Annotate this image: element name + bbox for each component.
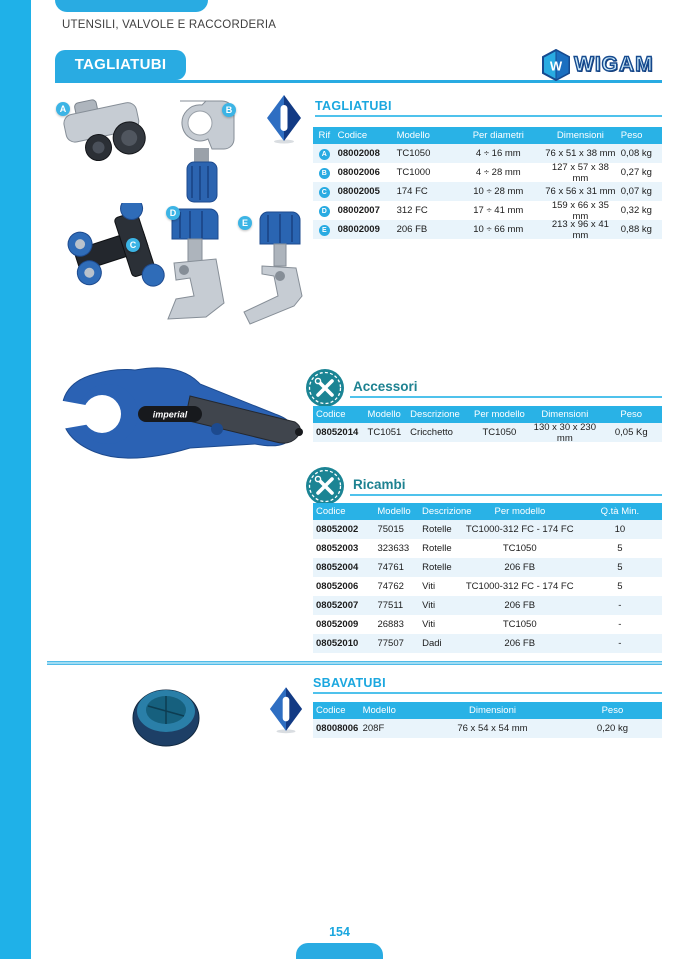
cell-per-modello: 206 FB: [504, 562, 536, 573]
table-row: [313, 634, 662, 653]
cell-per-modello: TC1000-312 FC - 174 FC: [465, 581, 574, 592]
bottom-tab: [296, 943, 383, 959]
cell-peso: 0,88 kg: [620, 224, 652, 235]
tagliatubi-title: TAGLIATUBI: [315, 99, 392, 113]
brand-name: WIGAM: [574, 53, 654, 76]
cell-dimensioni: 76 x 51 x 38 mm: [545, 148, 616, 159]
cell-codice: 08052004: [316, 562, 359, 573]
cell-dimensioni: 130 x 30 x 230 mm: [533, 421, 596, 444]
category-header: UTENSILI, VALVOLE E RACCORDERIA: [62, 19, 277, 31]
accessori-table-header: [313, 406, 662, 423]
cell-dimensioni: 213 x 96 x 41 mm: [551, 218, 609, 241]
table-row: [313, 615, 662, 634]
ref-badge: D: [319, 206, 330, 217]
cell-per-modello: TC1050: [502, 543, 537, 554]
cell-qta-min: 5: [617, 543, 623, 554]
product-image-deburrer: [130, 682, 202, 748]
sbavatubi-title: SBAVATUBI: [313, 676, 386, 690]
diamond-section-icon: [265, 94, 303, 144]
cell-qta-min: 5: [617, 581, 623, 592]
brand-mark: W: [549, 58, 563, 74]
ricambi-table-header: [313, 503, 662, 520]
cell-dimensioni: 127 x 57 x 38 mm: [551, 161, 609, 184]
table-row: [313, 163, 662, 182]
diamond-section-icon: [268, 686, 304, 734]
cell-descrizione: Viti: [422, 600, 436, 611]
page-number: 154: [329, 925, 350, 939]
col-dimensioni: Dimensioni: [556, 130, 604, 141]
section-badge: TAGLIATUBI: [55, 50, 186, 80]
accessori-title-rule: [350, 396, 662, 398]
cell-descrizione: Cricchetto: [410, 427, 453, 438]
col-peso: Peso: [620, 130, 643, 141]
brand-logo: [541, 49, 654, 81]
cell-per-modello: TC1050: [482, 427, 517, 438]
sbavatubi-table-body: [313, 719, 662, 738]
cell-codice: 08008006: [316, 723, 359, 734]
table-row: [313, 220, 662, 239]
cell-codice: 08052002: [316, 524, 359, 535]
cell-modello: 77511: [377, 600, 404, 611]
imperial-brand-label: imperial: [152, 409, 188, 420]
accessori-title: Accessori: [353, 379, 418, 394]
cell-descrizione: Rotelle: [422, 543, 452, 554]
cell-dimensioni: 159 x 66 x 35 mm: [551, 199, 609, 222]
col-peso: Peso: [601, 705, 624, 716]
tools-icon: [305, 466, 345, 506]
cell-peso: 0,08 kg: [620, 148, 652, 159]
table-row: [313, 719, 662, 738]
col-rif: Rif: [318, 130, 331, 141]
cell-modello: 77507: [377, 638, 404, 649]
cell-diametri: 17 ÷ 41 mm: [473, 205, 524, 216]
cell-codice: 08002005: [337, 186, 380, 197]
cell-codice: 08052003: [316, 543, 359, 554]
cell-codice: 08002008: [337, 148, 380, 159]
cell-descrizione: Rotelle: [422, 562, 452, 573]
col-modello: Modello: [362, 705, 396, 716]
tagliatubi-table: [313, 127, 662, 239]
sbavatubi-table-header: [313, 702, 662, 719]
cell-codice: 08052014: [316, 427, 359, 438]
cell-per-modello: TC1000-312 FC - 174 FC: [465, 524, 574, 535]
cell-codice: 08002006: [337, 167, 380, 178]
cell-modello: 208F: [362, 723, 385, 734]
cell-peso: 0,20 kg: [596, 723, 629, 734]
col-codice: Codice: [316, 409, 346, 420]
cell-modello: 74762: [377, 581, 404, 592]
sbavatubi-table: [313, 702, 662, 738]
col-modello: Modello: [367, 409, 401, 420]
cell-modello: 206 FB: [396, 224, 428, 235]
table-row: [313, 558, 662, 577]
cell-codice: 08052007: [316, 600, 359, 611]
product-label-d: D: [166, 206, 180, 220]
cell-codice: 08052010: [316, 638, 359, 649]
table-row: [313, 423, 662, 442]
cell-diametri: 4 ÷ 28 mm: [475, 167, 521, 178]
cell-qta-min: 5: [617, 562, 623, 573]
cell-diametri: 10 ÷ 66 mm: [473, 224, 524, 235]
product-image-imperial-cutter: [40, 356, 312, 480]
col-dimensioni: Dimensioni: [468, 705, 516, 716]
cell-modello: 312 FC: [396, 205, 428, 216]
col-dimensioni: Dimensioni: [541, 409, 589, 420]
cell-codice: 08052009: [316, 619, 359, 630]
cell-peso: 0,32 kg: [620, 205, 652, 216]
cell-descrizione: Viti: [422, 619, 436, 630]
cell-qta-min: -: [618, 638, 622, 649]
col-modello: Modello: [377, 506, 411, 517]
col-codice: Codice: [337, 130, 368, 141]
accessori-table-body: [313, 423, 662, 442]
col-descrizione: Descrizione: [410, 409, 460, 420]
ref-badge: B: [319, 168, 330, 179]
col-per-modello: Per modello: [474, 409, 525, 420]
cell-peso: 0,27 kg: [620, 167, 652, 178]
cell-peso: 0,07 kg: [620, 186, 652, 197]
ricambi-table: [313, 503, 662, 653]
cell-modello: TC1051: [367, 427, 402, 438]
table-row: [313, 539, 662, 558]
cell-diametri: 10 ÷ 28 mm: [473, 186, 524, 197]
cell-descrizione: Viti: [422, 581, 436, 592]
ricambi-title: Ricambi: [353, 477, 406, 492]
sbavatubi-title-rule: [313, 692, 662, 694]
ref-badge: C: [319, 187, 330, 198]
cell-modello: 174 FC: [396, 186, 428, 197]
col-codice: Codice: [316, 705, 346, 716]
product-image-d: [150, 206, 238, 324]
table-row: [313, 201, 662, 220]
wigam-hexagon-icon: [541, 49, 571, 81]
ref-badge: E: [319, 225, 330, 236]
cell-descrizione: Dadi: [422, 638, 442, 649]
product-label-b: B: [222, 103, 236, 117]
tools-icon: [305, 368, 345, 408]
table-row: [313, 520, 662, 539]
col-qta-min: Q.tà Min.: [600, 506, 640, 517]
ricambi-title-rule: [350, 494, 662, 496]
cell-modello: TC1000: [396, 167, 431, 178]
cell-modello: TC1050: [396, 148, 431, 159]
accessori-table: [313, 406, 662, 442]
table-row: [313, 144, 662, 163]
top-category-tab: [55, 0, 208, 12]
col-per-diametri: Per diametri: [472, 130, 524, 141]
col-peso: Peso: [620, 409, 643, 420]
product-label-e: E: [238, 216, 252, 230]
cell-modello: 323633: [377, 543, 410, 554]
cell-modello: 74761: [377, 562, 404, 573]
col-descrizione: Descrizione: [421, 506, 472, 517]
tagliatubi-table-header: [313, 127, 662, 144]
col-per-modello: Per modello: [494, 506, 546, 517]
cell-codice: 08002007: [337, 205, 380, 216]
cell-codice: 08002009: [337, 224, 380, 235]
cell-modello: 75015: [377, 524, 404, 535]
tagliatubi-table-body: [313, 144, 662, 239]
table-row: [313, 577, 662, 596]
col-modello: Modello: [396, 130, 430, 141]
ref-badge: A: [319, 149, 330, 160]
cell-descrizione: Rotelle: [422, 524, 452, 535]
table-row: [313, 182, 662, 201]
cell-per-modello: TC1050: [502, 619, 537, 630]
cell-qta-min: 10: [614, 524, 626, 535]
ricambi-table-body: [313, 520, 662, 653]
cell-peso: 0,05 Kg: [614, 427, 648, 438]
cell-per-modello: 206 FB: [504, 638, 536, 649]
cell-dimensioni: 76 x 56 x 31 mm: [545, 186, 616, 197]
cell-qta-min: -: [618, 619, 622, 630]
cell-dimensioni: 76 x 54 x 54 mm: [457, 723, 528, 734]
product-label-a: A: [56, 102, 70, 116]
section-separator: [47, 661, 662, 665]
product-label-c: C: [126, 238, 140, 252]
left-accent-bar: [0, 0, 31, 959]
table-row: [313, 596, 662, 615]
cell-qta-min: -: [618, 600, 622, 611]
cell-diametri: 4 ÷ 16 mm: [475, 148, 521, 159]
cell-modello: 26883: [377, 619, 404, 630]
col-codice: Codice: [316, 506, 346, 517]
cell-codice: 08052006: [316, 581, 359, 592]
cell-per-modello: 206 FB: [504, 600, 536, 611]
tagliatubi-title-rule: [315, 115, 662, 117]
